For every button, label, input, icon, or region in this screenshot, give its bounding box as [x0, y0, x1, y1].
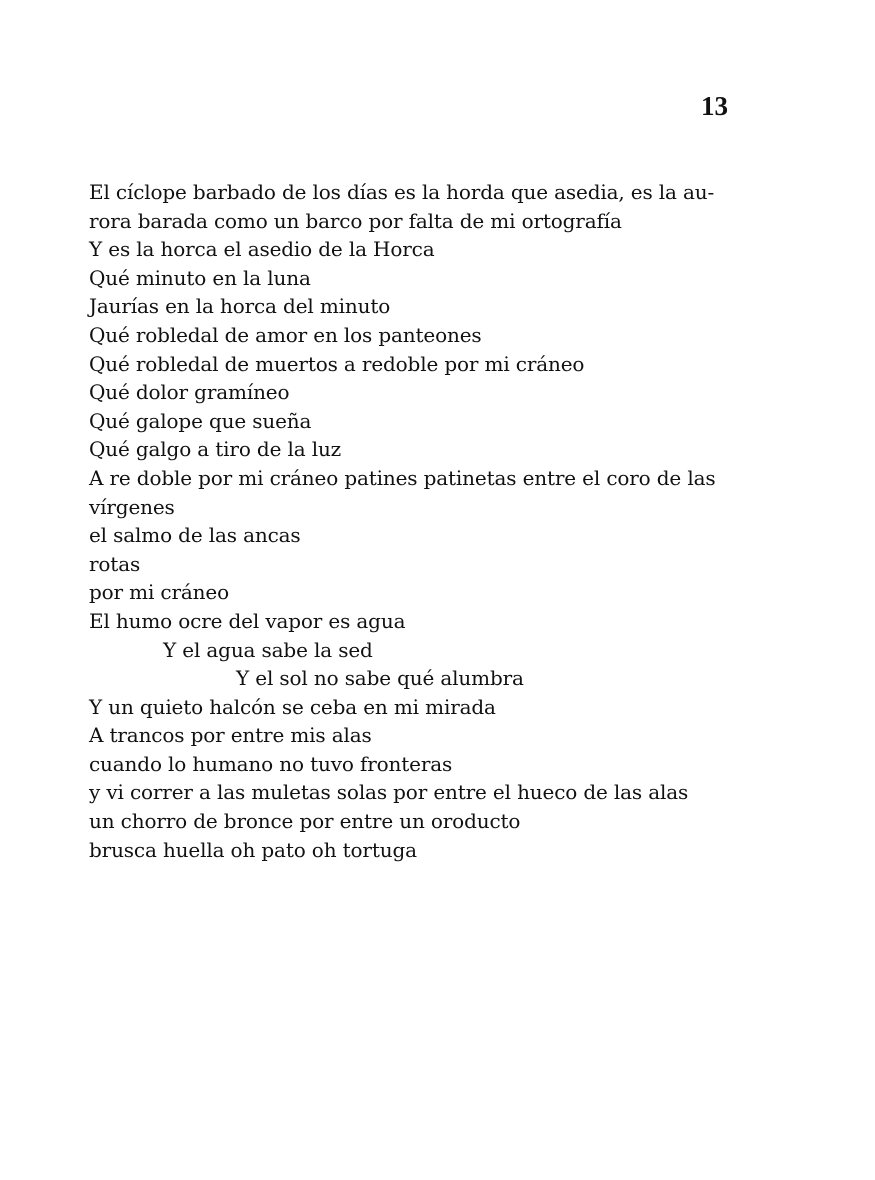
poem-line: Qué minuto en la luna: [89, 265, 311, 290]
poem-line: el salmo de las ancas: [89, 523, 301, 548]
poem-line: Qué galope que sueña: [89, 408, 312, 433]
poem-line: Qué galgo a tiro de la luz: [89, 437, 342, 462]
poem-line: El cíclope barbado de los días es la horda que asedia, es la au-: [89, 180, 715, 204]
poem-line: rotas: [89, 551, 141, 576]
poem-line: Y es la horca el asedio de la Horca: [89, 237, 435, 262]
poem-line-indented: Y el sol no sabe qué alumbra: [236, 666, 524, 691]
poem-line: y vi correr a las muletas solas por entre el hueco de las alas: [89, 780, 689, 805]
poem-line: por mi cráneo: [89, 580, 229, 605]
poem-line: A re doble por mi cráneo patines patinetas entre el coro de las: [89, 465, 716, 490]
poem-line: Qué robledal de amor en los panteones: [89, 322, 482, 347]
poem-line: cuando lo humano no tuvo fronteras: [89, 751, 453, 776]
poem-line: Qué robledal de muertos a redoble por mi cráneo: [89, 351, 585, 376]
poem-line: Y un quieto halcón se ceba en mi mirada: [89, 694, 496, 719]
page-number: 13: [701, 91, 728, 121]
poem-line: El humo ocre del vapor es agua: [89, 608, 406, 633]
poem-line: Qué dolor gramíneo: [89, 380, 290, 405]
poem-line: rora barada como un barco por falta de mi ortografía: [89, 208, 622, 233]
poem-line: brusca huella oh pato oh tortuga: [89, 837, 417, 862]
poem-line: un chorro de bronce por entre un oroducto: [89, 809, 521, 834]
poem-line: Jaurías en la horca del minuto: [89, 294, 391, 319]
poem-line: vírgenes: [89, 494, 175, 519]
poem-line-indented: Y el agua sabe la sed: [163, 637, 373, 662]
poem-text: [89, 178, 734, 864]
poem-line: A trancos por entre mis alas: [89, 723, 372, 748]
